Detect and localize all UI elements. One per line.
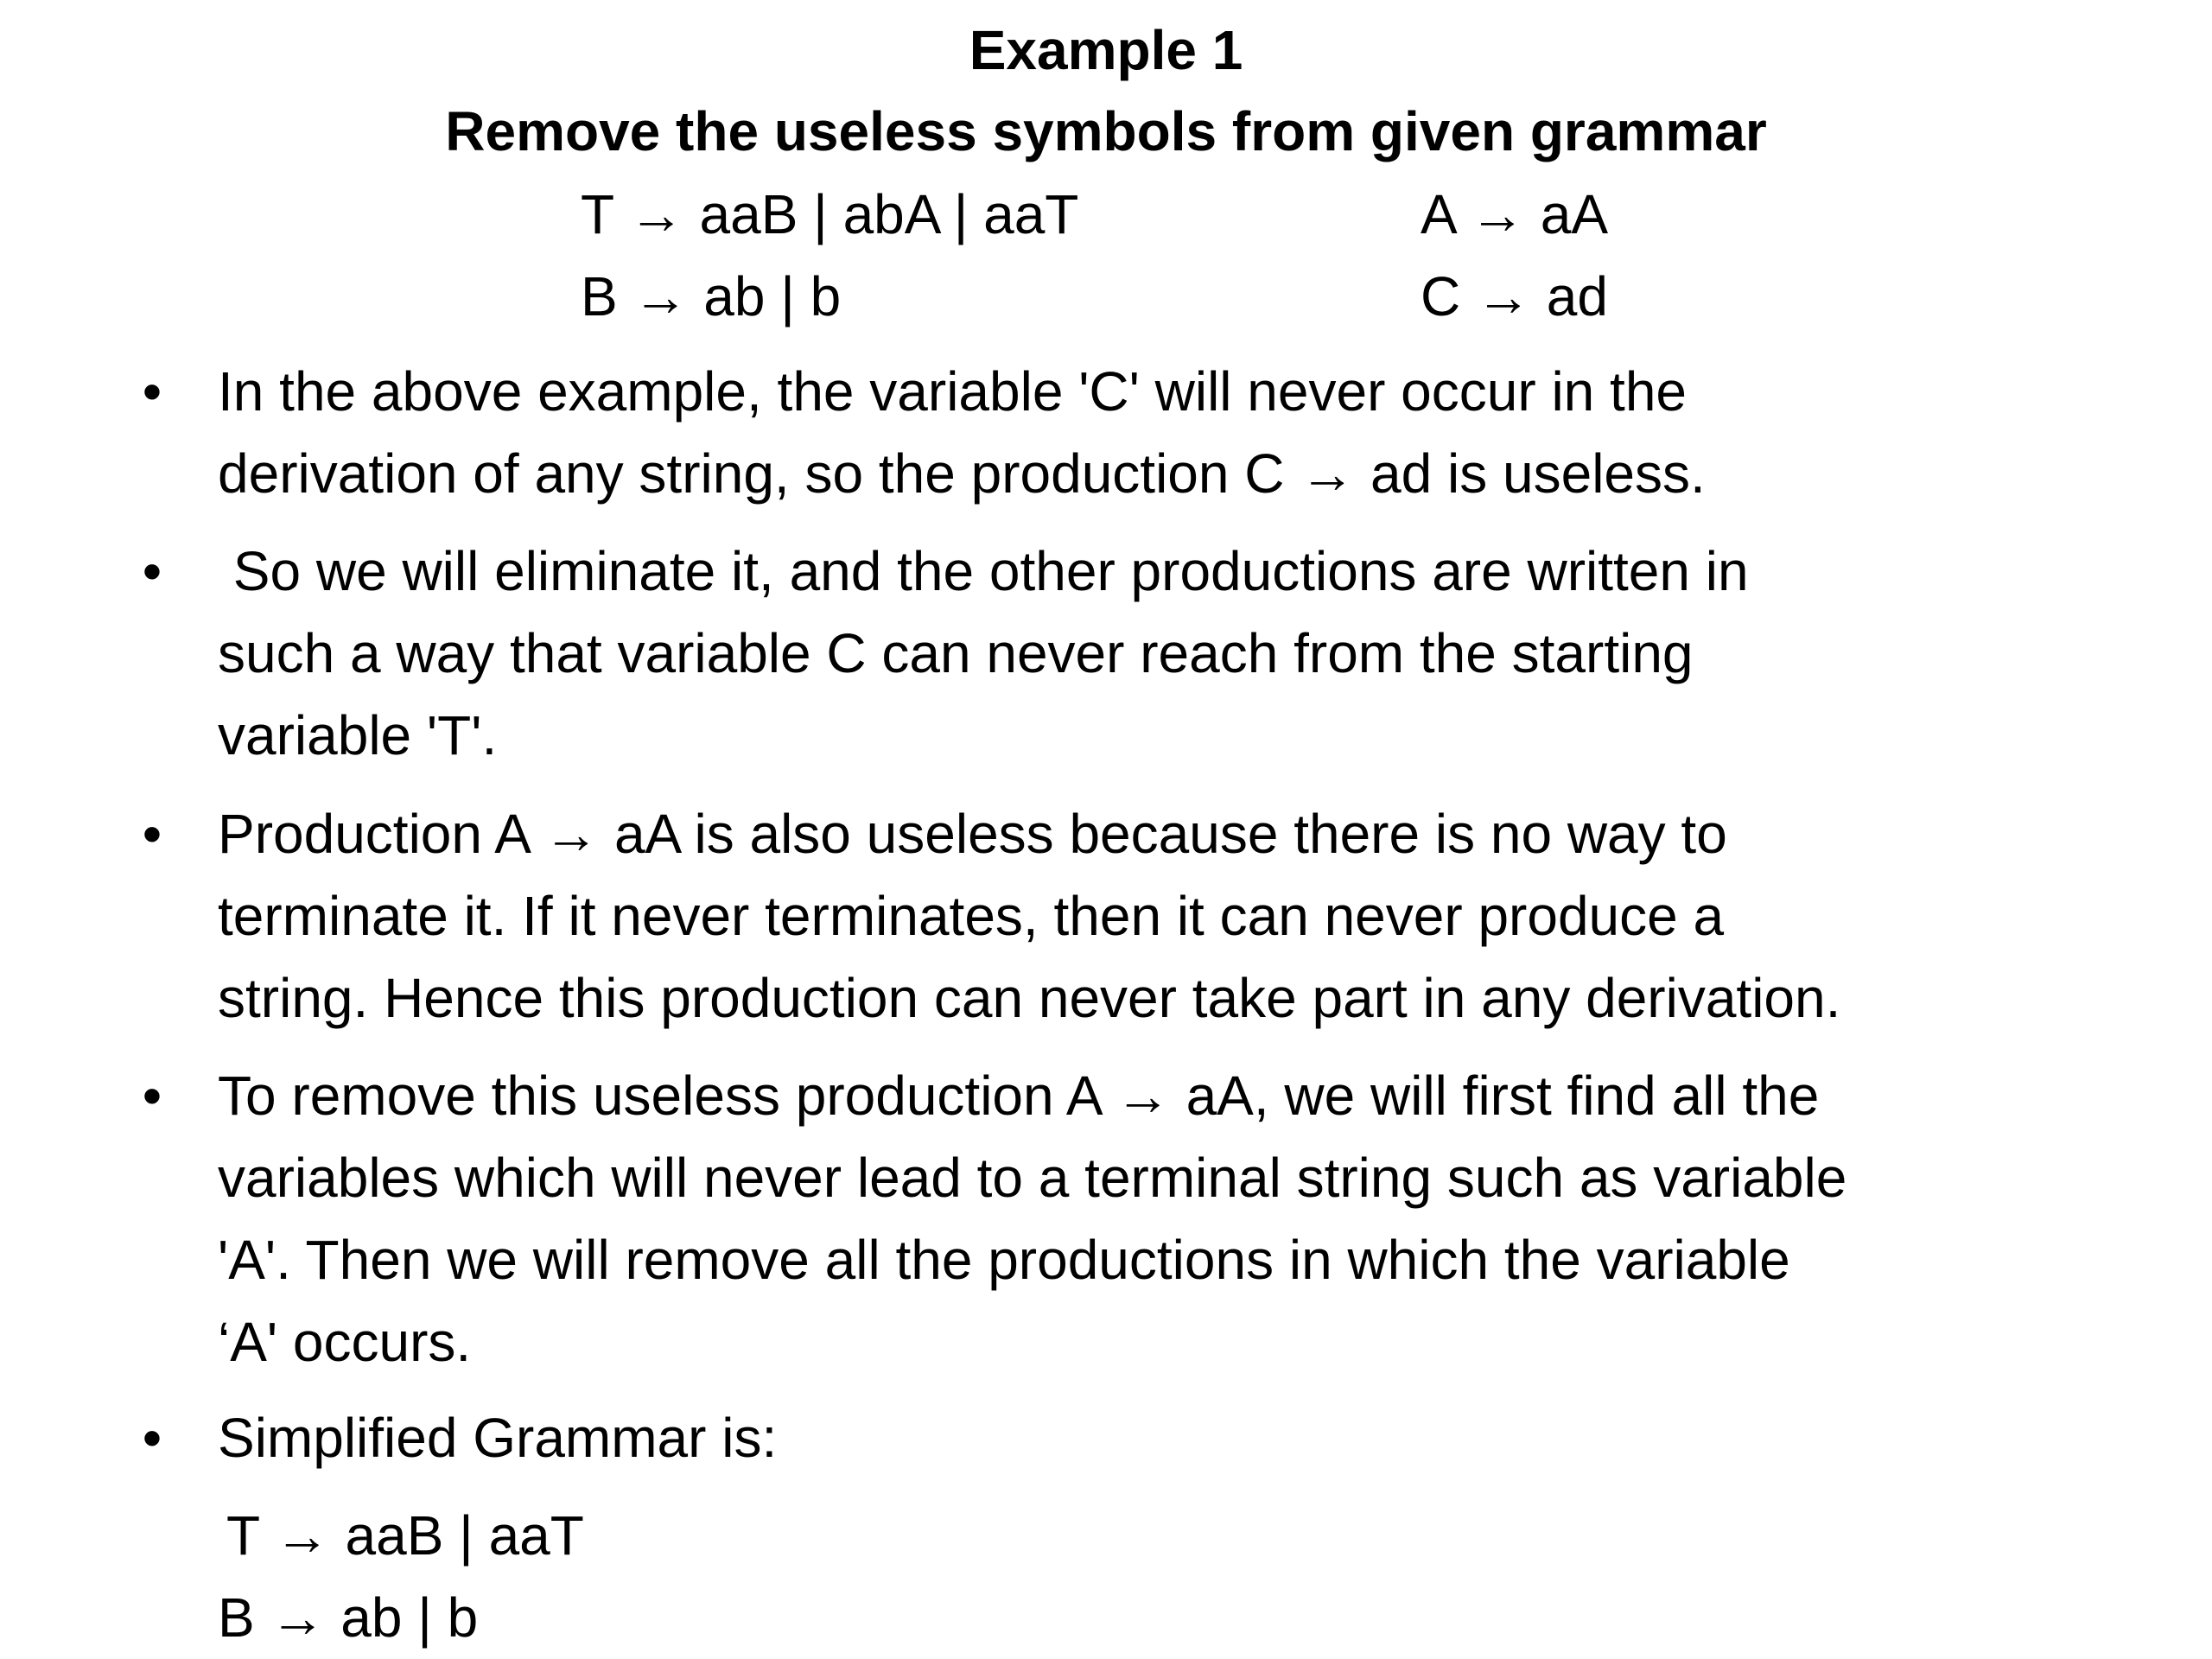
grammar-production-c: C → ad — [1421, 265, 1608, 327]
bullet-line: So we will eliminate it, and the other productions are written in — [218, 540, 1749, 602]
bullet-item — [142, 1397, 2101, 1479]
bullet-item — [142, 1055, 2101, 1383]
bullet-dot: • — [142, 360, 162, 423]
bullet-item — [142, 793, 2101, 1039]
bullet-item — [142, 531, 2101, 777]
bullet-line: ‘A' occurs. — [218, 1311, 472, 1373]
grammar-production-a: A → aA — [1421, 183, 1608, 245]
bullet-line: derivation of any string, so the production C → ad is useless. — [218, 442, 1706, 505]
bullet-line: such a way that variable C can never reach from the starting — [218, 622, 1694, 684]
bullet-line: string. Hence this production can never take part in any derivation. — [218, 967, 1841, 1029]
grammar-production-b: B → ab | b — [581, 265, 842, 327]
simplified-production-b: B → ab | b — [218, 1586, 479, 1649]
slide-subtitle: Remove the useless symbols from given grammar — [445, 100, 1767, 162]
bullet-line: variable 'T'. — [218, 704, 498, 766]
bullet-line: Production A → aA is also useless because there is no way to — [218, 803, 1727, 865]
bullet-line: In the above example, the variable 'C' will never occur in the — [218, 360, 1687, 423]
bullet-line: 'A'. Then we will remove all the productions in which the variable — [218, 1229, 1790, 1291]
grammar-production-t: T → aaB | abA | aaT — [581, 183, 1079, 245]
bullet-item — [142, 351, 2101, 515]
bullet-dot: • — [142, 1407, 162, 1469]
bullet-dot: • — [142, 540, 162, 602]
simplified-production-t: T → aaB | aaT — [226, 1504, 584, 1567]
bullet-line: terminate it. If it never terminates, then it can never produce a — [218, 885, 1725, 947]
bullet-line: To remove this useless production A → aA, we will first find all the — [218, 1065, 1820, 1127]
slide-title: Example 1 — [969, 19, 1243, 81]
bullet-line: variables which will never lead to a terminal string such as variable — [218, 1147, 1847, 1209]
bullet-dot: • — [142, 803, 162, 865]
bullet-dot: • — [142, 1065, 162, 1127]
bullet-line: Simplified Grammar is: — [218, 1407, 778, 1469]
